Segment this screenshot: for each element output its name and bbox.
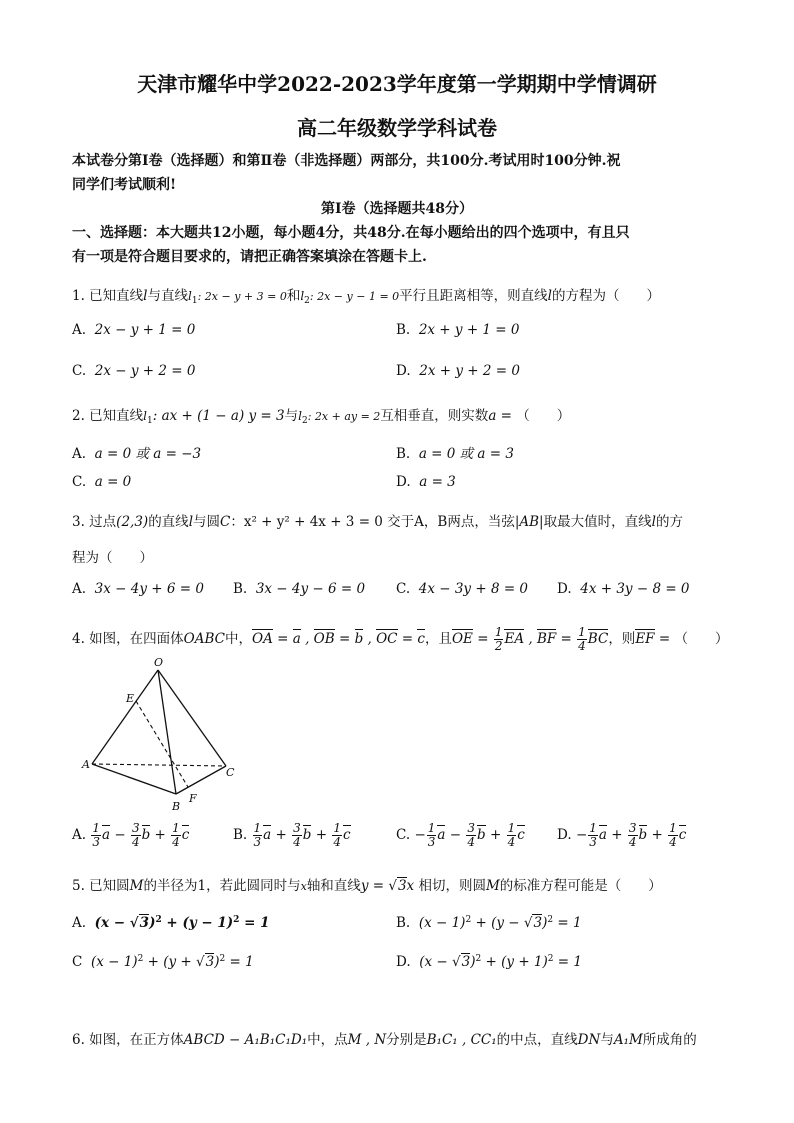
q3-option-c[interactable]: C. 4x − 3y + 8 = 0: [396, 581, 529, 597]
intro-line2: 同学们考试顺利!: [72, 177, 177, 193]
question-3-stem-line2: 程为（ ）: [72, 550, 153, 566]
exam-title-line1: 天津市耀华中学2022-2023学年度第一学期期中学情调研: [137, 72, 657, 96]
question-1-stem: 1. 已知直线l与直线$l_1$: 2x − y + 3 = 0和$l_2$: 2x − y − 1 = 0平行且距离相等，则直线l的方程为（ ）: [72, 288, 660, 306]
q5-option-c[interactable]: C $(x - 1)^2 + (y + √3)^2 = 1$: [72, 954, 254, 970]
label-o: O: [154, 656, 164, 669]
label-b: B: [172, 800, 181, 813]
q3-option-b[interactable]: B. 3x − 4y − 6 = 0: [233, 581, 366, 597]
label-f: F: [189, 792, 197, 805]
q4-option-a[interactable]: A. $\frac{1}{3}$ a − $\frac{3}{4}$ b + $\frac{1}{4}$ c: [72, 821, 190, 849]
question-3-stem-line1: 3. 过点(2,3)的直线l与圆C：x² + y² + 4x + 3 = 0 交于A，B两点，当弦|AB|取最大值时，直线l的方: [72, 514, 683, 530]
question-6-stem: 6. 如图，在正方体ABCD − A₁B₁C₁D₁中，点M , N分别是B₁C₁ , CC₁的中点，直线DN与A₁M所成角的: [72, 1032, 697, 1048]
q2-option-a[interactable]: A. a = 0 或 a = −3: [72, 446, 202, 462]
q4-option-c[interactable]: C. − $\frac{1}{3}$ a − $\frac{3}{4}$ b + $\frac{1}{4}$ c: [396, 821, 525, 849]
intro-line1: 本试卷分第Ⅰ卷（选择题）和第Ⅱ卷（非选择题）两部分，共100分.考试用时100分钟.祝: [72, 153, 621, 169]
q2-option-c[interactable]: C. a = 0: [72, 474, 132, 490]
q4-option-b[interactable]: B. $\frac{1}{3}$ a + $\frac{3}{4}$ b + $\frac{1}{4}$ c: [233, 821, 351, 849]
section-desc-line2: 有一项是符合题目要求的，请把正确答案填涂在答题卡上.: [72, 249, 427, 265]
exam-title-line2: 高二年级数学学科试卷: [297, 116, 497, 140]
q3-option-d[interactable]: D. 4x + 3y − 8 = 0: [557, 581, 690, 597]
q4-option-d[interactable]: D. − $\frac{1}{3}$ a + $\frac{3}{4}$ b + $\frac{1}{4}$ c: [557, 821, 687, 849]
label-a: A: [82, 758, 90, 771]
question-5-stem: 5. 已知圆M的半径为1，若此圆同时与x轴和直线y = √3x 相切，则圆M的标准方程可能是（ ）: [72, 878, 662, 894]
label-e: E: [126, 692, 135, 705]
question-4-stem: 4. 如图，在四面体OABC中，OA = a , OB = b , OC = c，且OE = $\frac{1}{2}$ EA , BF = $\frac{1}{4}$ BC，则EF = （ ）: [72, 625, 729, 653]
label-c: C: [226, 766, 235, 779]
q3-option-a[interactable]: A. 3x − 4y + 6 = 0: [72, 581, 204, 597]
section-desc-line1: 一、选择题：本大题共12小题，每小题4分，共48分.在每小题给出的四个选项中，有且只: [72, 225, 630, 241]
question-2-stem: 2. 已知直线$l_1$: ax + (1 − a) y = 3与$l_2$: 2x + ay = 2互相垂直，则实数a = （ ）: [72, 408, 571, 426]
q2-option-d[interactable]: D. a = 3: [396, 474, 456, 490]
tetrahedron-figure: [76, 654, 246, 814]
q2-option-b[interactable]: B. a = 0 或 a = 3: [396, 446, 514, 462]
q1-option-c[interactable]: C. 2x − y + 2 = 0: [72, 363, 196, 379]
q5-option-b[interactable]: B. $(x - 1)^2 + (y - √3)^2 = 1$: [396, 915, 582, 931]
q1-option-d[interactable]: D. 2x + y + 2 = 0: [396, 363, 520, 379]
q5-option-d[interactable]: D. $(x - √3)^2 + (y + 1)^2 = 1$: [396, 954, 582, 970]
q1-option-a[interactable]: A. 2x − y + 1 = 0: [72, 322, 196, 338]
q1-option-b[interactable]: B. 2x + y + 1 = 0: [396, 322, 520, 338]
q5-option-a[interactable]: A. $(x - √3)^2 + (y - 1)^2 = 1$: [72, 915, 270, 931]
section-title: 第Ⅰ卷（选择题共48分）: [320, 201, 474, 217]
